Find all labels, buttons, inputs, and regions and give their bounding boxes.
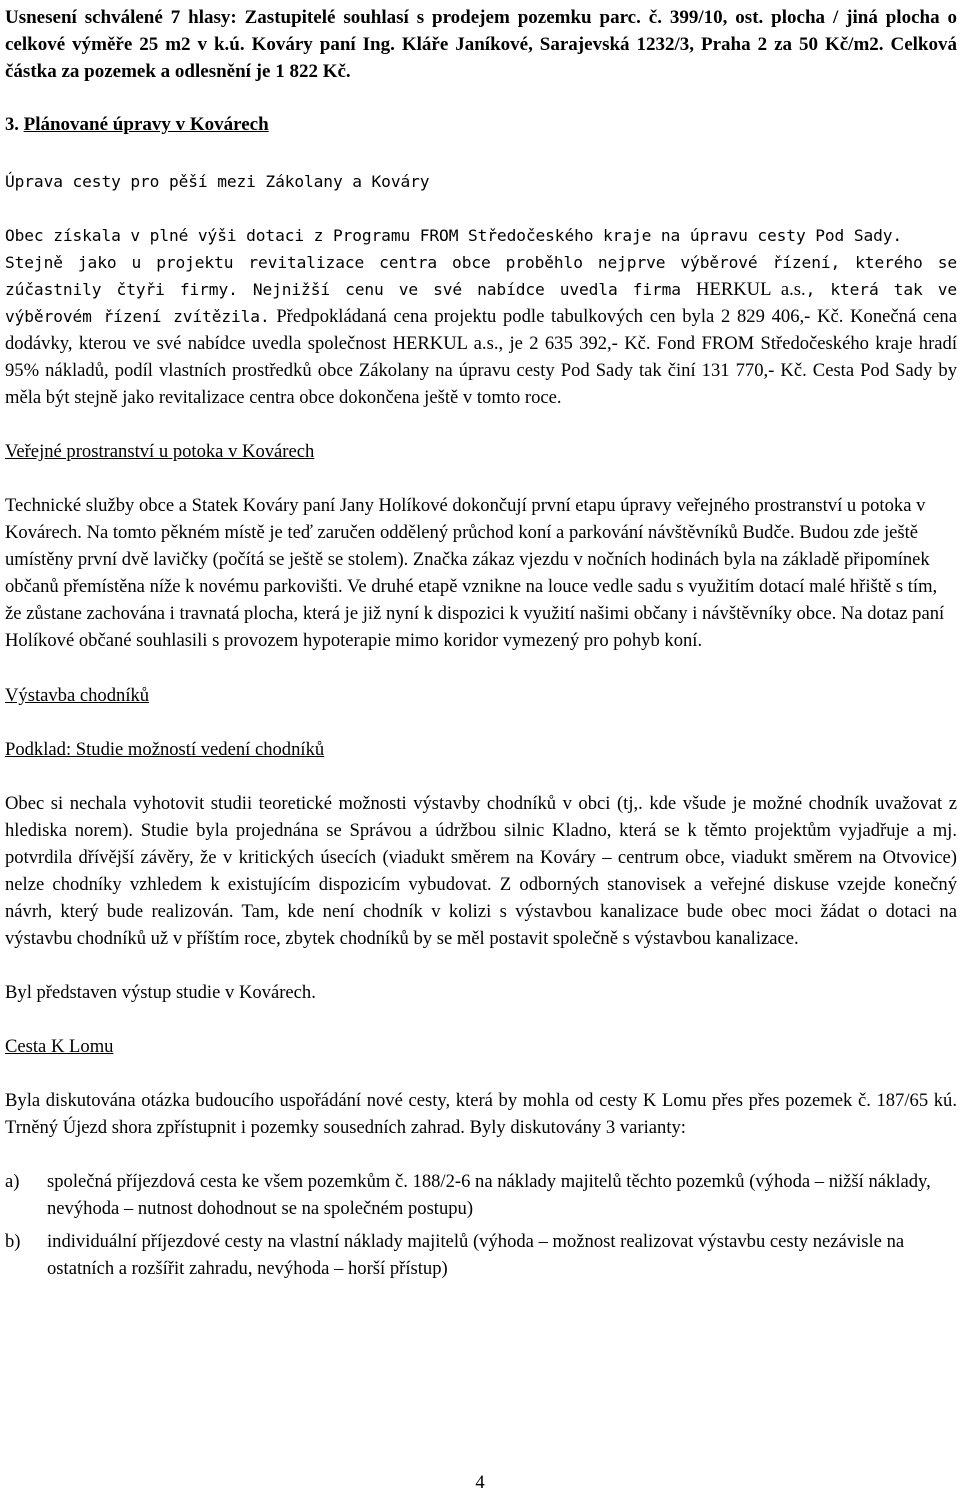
chodniky-heading: Výstavba chodníků xyxy=(5,685,150,706)
section-3-title: Plánované úpravy v Kovárech xyxy=(23,114,269,135)
cesta-paragraph-2 xyxy=(5,249,957,411)
resolution-paragraph: Usnesení schválené 7 hlasy: Zastupitelé souhlasí s prodejem pozemku parc. č. 399/10, ost. plocha / jiná plocha o celkové výměře 25 m2 v k.ú. Kováry paní Ing. Kláře Janíkové, Sarajevská 1232/3, Praha 2 za 50 Kč/m2. Celková částka za pozemek a odlesnění je 1 822 Kč. xyxy=(5,7,957,82)
section-3-heading xyxy=(5,111,957,138)
chodniky-paragraph-1: Obec si nechala vyhotovit studii teoretické možnosti výstavby chodníků v obci (tj,. kde všude je možné chodník uvažovat z hlediska norem). Studie byla projednána se Správou a údržbou silnic Kladno, která se k těmto projektům vyjadřuje a mj. potvrdila dřívější závěry, že v kritických úsecích (viadukt směrem na Kováry – centrum obce, viadukt směrem na Otvovice) nelze chodníky vzhledem k existujícím dispozicím vybudovat. Z odborných stanovisek a veřejné diskuse vzejde konečný návrh, který bude realizován. Tam, kde není chodník v kolizi s výstavbou kanalizace bude obec moci žádat o dotaci na výstavbu chodníků už v příštím roce, zbytek chodníků by se měl postavit společně s výstavbou kanalizace. xyxy=(5,793,957,949)
lomu-variant-b xyxy=(5,1228,957,1282)
cesta-paragraph-2-part-d: Předpokládaná cena projektu podle tabulkových cen byla 2 829 406,- Kč. Konečná cena dodávky, kterou ve své nabídce uvedla společnost HERKUL a.s., je 2 635 392,- Kč. Fond FROM Středočeského kraje hradí 95% nákladů, podíl vlastních prostředků obce Zákolany na úpravu cesty Pod Sady tak činí 131 770,- Kč. Cesta Pod Sady by měla být stejně jako revitalizace centra obce dokončena ještě v tomto roce. xyxy=(5,306,957,408)
cesta-paragraph-2-part-c: , která tak ve výběrovém řízení zvítězila. xyxy=(5,280,957,326)
lomu-heading: Cesta K Lomu xyxy=(5,1036,114,1057)
chodniky-paragraph-2: Byl představen výstup studie v Kovárech. xyxy=(5,982,316,1003)
potok-heading: Veřejné prostranství u potoka v Kovárech xyxy=(5,441,315,462)
lomu-variant-b-text: individuální příjezdové cesty na vlastní náklady majitelů (výhoda – možnost realizovat výstavbu cesty nezávisle na ostatních a rozšířit zahradu, nevýhoda – horší přístup) xyxy=(47,1231,905,1279)
cesta-paragraph-2-part-a: Stejně jako u projektu revitalizace centra obce proběhlo nejprve výběrové řízení, kterého se zúčastnily čtyři firmy. Nejnižší cenu ve své nabídce uvedla firma xyxy=(5,253,957,299)
cesta-heading: Úprava cesty pro pěší mezi Zákolany a Kováry xyxy=(5,172,430,191)
lomu-variant-b-marker: b) xyxy=(5,1231,21,1252)
cesta-paragraph-1: Obec získala v plné výši dotaci z Programu FROM Středočeského kraje na úpravu cesty Pod Sady. xyxy=(5,226,903,245)
potok-paragraph: Technické služby obce a Statek Kováry paní Jany Holíkové dokončují první etapu úpravy veřejného prostranství u potoka v Kovárech. Na tomto pěkném místě je teď zaručen oddělený průchod koní a parkování návštěvníků Budče. Budou zde ještě umístěny první dvě lavičky (počítá se ještě se stolem). Značka zákaz vjezdu v nočních hodinách byla na základě připomínek občanů přemístěna níže k novému parkovišti. Ve druhé etapě vznikne na louce vedle sadu s využitím dotací malé hřiště s tím, že zůstane zachována i travnatá plocha, která je již nyní k dispozici k využití našimi občany i návštěvníky obce. Na dotaz paní Holíkové občané souhlasili s provozem hypoterapie mimo koridor vymezený pro pohyb koní. xyxy=(5,495,945,651)
lomu-variant-a-marker: a) xyxy=(5,1171,20,1192)
cesta-paragraph-2-part-b: HERKUL a.s. xyxy=(696,279,806,300)
lomu-variant-a-text: společná příjezdová cesta ke všem pozemkům č. 188/2-6 na náklady majitelů těchto pozemků (výhoda – nižší náklady, nevýhoda – nutnost dohodnout se na společném postupu) xyxy=(47,1171,931,1219)
lomu-variant-a xyxy=(5,1168,957,1222)
section-3-number: 3. xyxy=(5,114,19,135)
chodniky-podklad: Podklad: Studie možností vedení chodníků xyxy=(5,739,325,760)
lomu-paragraph: Byla diskutována otázka budoucího uspořádání nové cesty, která by mohla od cesty K Lomu přes přes pozemek č. 187/65 kú. Trněný Újezd shora zpřístupnit i pozemky sousedních zahrad. Byly diskutovány 3 varianty: xyxy=(5,1090,957,1138)
page-number: 4 xyxy=(475,1472,485,1493)
document-page xyxy=(5,0,957,1282)
